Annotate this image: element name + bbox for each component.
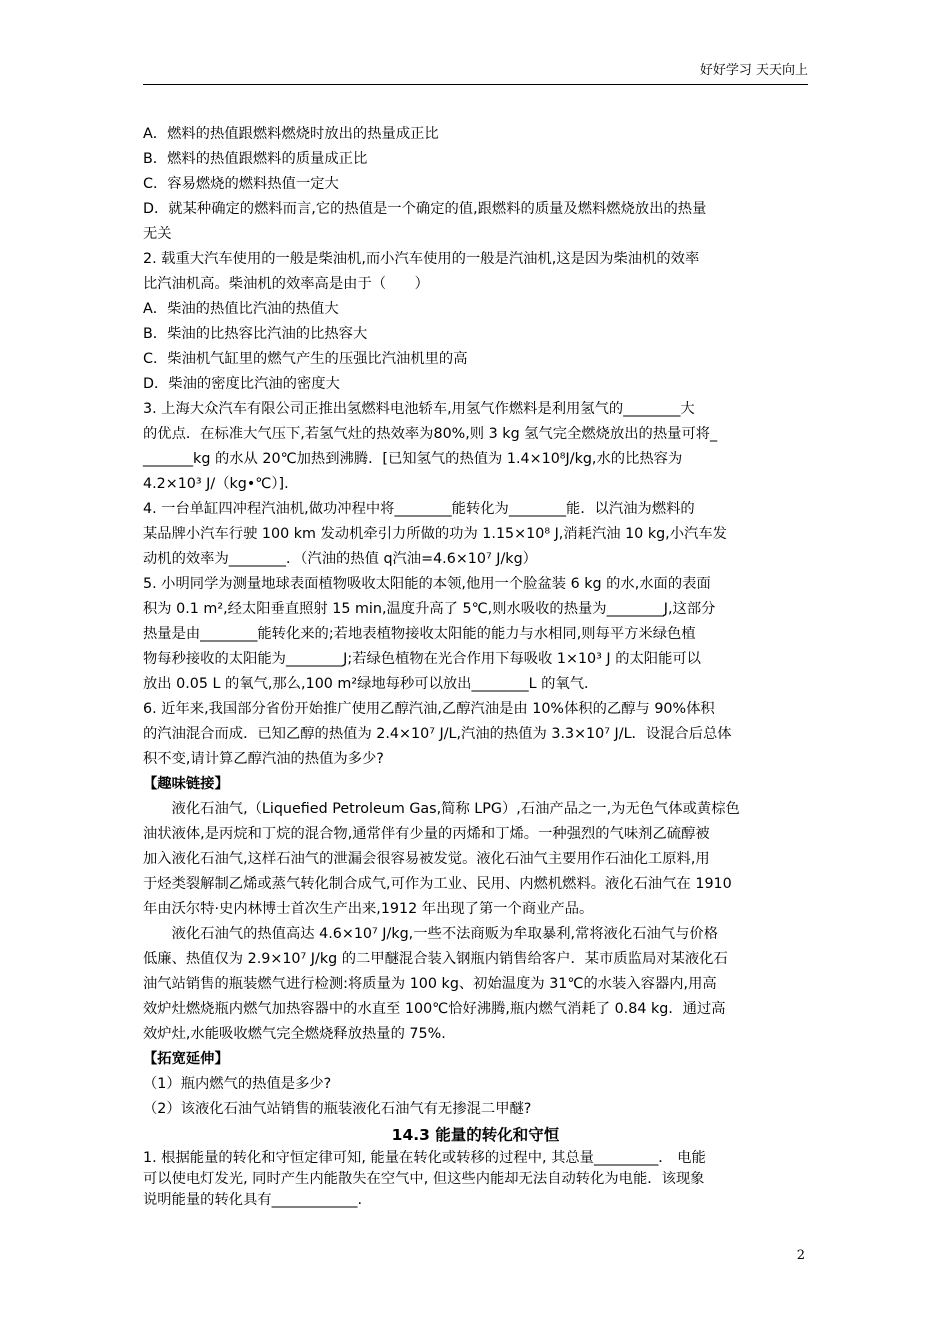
text-line: 某品牌小汽车行驶 100 km 发动机牵引力所做的功为 1.15×10⁸ J,消耗汽油 10 kg,小汽车发 [143, 526, 727, 542]
text-line: 比汽油机高。柴油机的效率高是由于（ ） [143, 276, 429, 292]
fun-link-paragraphs [143, 797, 808, 1047]
text-line: _______kg 的水从 20℃加热到沸腾．[已知氢气的热值为 1.4×10⁸J/kg,水的比热容为 [143, 451, 683, 467]
section-line: 说明能量的转化具有____________. [143, 1192, 362, 1208]
text-line: 热量是由________能转化来的;若地表植物接收太阳能的能力与水相同,则每平方米绿色植 [143, 626, 696, 642]
text-line: 动机的效率为________．（汽油的热值 q汽油=4.6×10⁷ J/kg） [143, 551, 537, 567]
paragraph-line: 油状液体,是丙烷和丁烷的混合物,通常伴有少量的丙烯和丁烯。一种强烈的气味剂乙硫醇被 [143, 826, 710, 842]
paragraph-line: 效炉灶,水能吸收燃气完全燃烧释放热量的 75%. [143, 1026, 446, 1042]
paragraph-line: 加入液化石油气,这样石油气的泄漏会很容易被发觉。液化石油气主要用作石油化工原料,用 [143, 851, 710, 867]
text-line: 积为 0.1 m²,经太阳垂直照射 15 min,温度升高了 5℃,则水吸收的热量为________J,这部分 [143, 601, 716, 617]
paragraph-line: 于烃类裂解制乙烯或蒸气转化制合成气,可作为工业、民用、内燃机燃料。液化石油气在 1910 [143, 876, 732, 892]
text-line: 4.2×10³ J/（kg•℃）]. [143, 476, 289, 492]
paragraph-line: 液化石油气,（Liquefied Petroleum Gas,简称 LPG）,石油产品之一,为无色气体或黄棕色 [171, 801, 740, 817]
section-title: 14.3 能量的转化和守恒 [391, 1126, 560, 1144]
text-line: D．柴油的密度比汽油的密度大 [143, 376, 340, 392]
fun-heading: 【趣味链接】 [143, 776, 229, 792]
text-line: 3. 上海大众汽车有限公司正推出氢燃料电池轿车,用氢气作燃料是利用氢气的________大 [143, 401, 695, 417]
text-line: C．柴油机气缸里的燃气产生的压强比汽油机里的高 [143, 351, 468, 367]
page-header: 好好学习 天天向上 [699, 63, 808, 78]
text-line: D．就某种确定的燃料而言,它的热值是一个确定的值,跟燃料的质量及燃料燃烧放出的热量 [143, 201, 707, 217]
text-line: A．燃料的热值跟燃料燃烧时放出的热量成正比 [143, 126, 439, 142]
text-line: 无关 [143, 226, 172, 242]
text-line: 物每秒接收的太阳能为________J;若绿色植物在光合作用下每吸收 1×10³ J 的太阳能可以 [143, 651, 701, 667]
text-line: 的汽油混合而成．已知乙醇的热值为 2.4×10⁷ J/L,汽油的热值为 3.3×10⁷ J/L．设混合后总体 [143, 726, 732, 742]
text-line: 4. 一台单缸四冲程汽油机,做功冲程中将________能转化为________能．以汽油为燃料的 [143, 501, 695, 517]
paragraph-line: 油气站销售的瓶装燃气进行检测:将质量为 100 kg、初始温度为 31℃的水装入容器内,用高 [143, 976, 717, 992]
paragraph-line: 低廉、热值仅为 2.9×10⁷ J/kg 的二甲醚混合装入钢瓶内销售给客户．某市质监局对某液化石 [143, 951, 728, 967]
text-line: 放出 0.05 L 的氧气,那么,100 m²绿地每秒可以放出________L 的氧气． [143, 676, 599, 692]
text-line: C．容易燃烧的燃料热值一定大 [143, 176, 339, 192]
question-lines [143, 122, 808, 772]
extend-item: （2）该液化石油气站销售的瓶装液化石油气有无掺混二甲醚? [143, 1101, 532, 1117]
extend-items [143, 1072, 808, 1122]
text-line: 2. 载重大汽车使用的一般是柴油机,而小汽车使用的一般是汽油机,这是因为柴油机的效率 [143, 251, 700, 267]
extend-item: （1）瓶内燃气的热值是多少? [143, 1076, 332, 1092]
paragraph-line: 效炉灶燃烧瓶内燃气加热容器中的水直至 100℃恰好沸腾,瓶内燃气消耗了 0.84 kg．通过高 [143, 1001, 726, 1017]
paragraph-line: 年由沃尔特·史内林博士首次生产出来,1912 年出现了第一个商业产品。 [143, 901, 594, 917]
extend-heading: 【拓宽延伸】 [143, 1051, 229, 1067]
text-line: 5. 小明同学为测量地球表面植物吸收太阳能的本领,他用一个脸盆装 6 kg 的水,水面的表面 [143, 576, 711, 592]
page-content [143, 122, 808, 1211]
section-line: 1. 根据能量的转化和守恒定律可知, 能量在转化或转移的过程中, 其总量_________． 电能 [143, 1150, 706, 1166]
text-line: B．燃料的热值跟燃料的质量成正比 [143, 151, 368, 167]
section-lines [143, 1148, 808, 1211]
header-rule [143, 84, 808, 85]
section-line: 可以使电灯发光, 同时产生内能散失在空气中, 但这些内能却无法自动转化为电能．该现象 [143, 1171, 705, 1187]
text-line: 积不变,请计算乙醇汽油的热值为多少? [143, 751, 384, 767]
text-line: A．柴油的热值比汽油的热值大 [143, 301, 339, 317]
paragraph-line: 液化石油气的热值高达 4.6×10⁷ J/kg,一些不法商贩为牟取暴利,常将液化石油气与价格 [171, 926, 718, 942]
text-line: 6. 近年来,我国部分省份开始推广使用乙醇汽油,乙醇汽油是由 10%体积的乙醇与 90%体积 [143, 701, 715, 717]
text-line: 的优点．在标准大气压下,若氢气灶的热效率为80%,则 3 kg 氢气完全燃烧放出的热量可将_ [143, 426, 718, 442]
page-number: 2 [796, 1248, 805, 1263]
text-line: B．柴油的比热容比汽油的比热容大 [143, 326, 368, 342]
